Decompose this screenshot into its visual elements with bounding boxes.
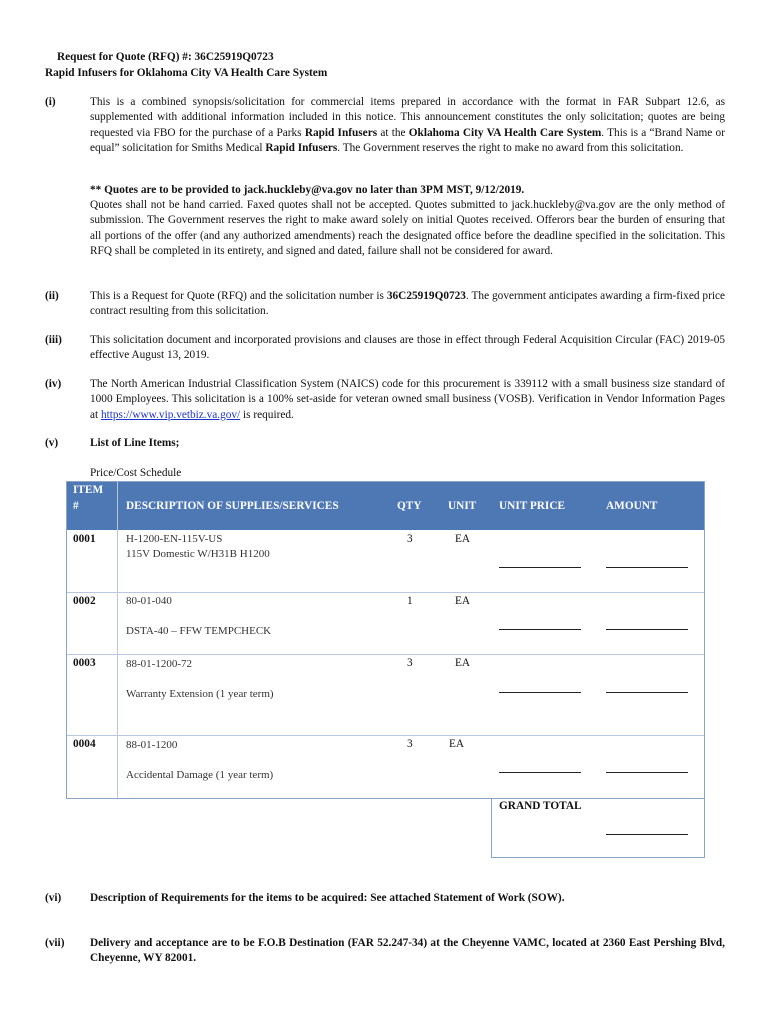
quotes-deadline-line: ** Quotes are to be provided to jack.huckleby@va.gov no later than 3PM MST, 9/12/2019.: [90, 184, 525, 196]
table-header: [67, 482, 704, 530]
row-item-number: 0003: [73, 657, 96, 669]
amount-blank: [606, 628, 688, 630]
row-qty: 1: [407, 595, 413, 607]
row-description-text: DSTA-40 – FFW TEMPCHECK: [126, 625, 272, 637]
section-vi-paragraph: Description of Requirements for the items to be acquired: See attached Statement of Work (SOW).: [90, 892, 565, 904]
row-unit: EA: [449, 738, 465, 750]
row-unit: EA: [455, 595, 471, 607]
section-i-text-c: at the: [377, 126, 409, 139]
row-description-code: 88-01-1200-72: [126, 658, 192, 670]
row-description-text: 115V Domestic W/H31B H1200: [126, 548, 270, 560]
unit-price-blank: [499, 628, 581, 630]
row-description-code: 88-01-1200: [126, 739, 178, 751]
section-iv-text-a: The North American Industrial Classification System (NAICS) code for this procurement is 339112 with a small business size standard of 1000 Employees. This solicitation is a 100% set-aside for veteran owned small business (VOSB). Verification in Vendor Information Pages at: [90, 378, 725, 421]
section-number-ii: (ii): [45, 290, 59, 302]
section-i-text-a: This is a combined synopsis/solicitation for commercial items prepared in accordance with the format in FAR Subpart 12.6, as supplemented with additional information included in this notice. This announcement constitutes the only solicitation; quotes are being requested via FBO for the purchase of a Parks: [90, 96, 725, 139]
section-i-bold-3: Rapid Infusers: [265, 141, 338, 154]
row-qty: 3: [407, 533, 413, 545]
row-qty: 3: [407, 738, 413, 750]
price-cost-table: [66, 481, 705, 799]
row-description-code: 80-01-040: [126, 595, 172, 607]
header-item-line1: ITEM: [73, 484, 104, 496]
amount-blank: [606, 691, 688, 693]
header-qty: QTY: [397, 500, 422, 512]
header-unit-price: UNIT PRICE: [499, 500, 566, 512]
amount-blank: [606, 566, 688, 568]
row-divider: [67, 592, 704, 593]
section-ii-text-c: . The government anticipates awarding a firm-fixed price contract resulting from this solicitation.: [90, 290, 725, 318]
section-i-paragraph: [90, 95, 725, 156]
row-divider: [67, 654, 704, 655]
document-title: Request for Quote (RFQ) #: 36C25919Q0723: [57, 51, 274, 63]
row-item-number: 0002: [73, 595, 96, 607]
price-schedule-label: Price/Cost Schedule: [90, 467, 182, 479]
section-i-submission-paragraph: Quotes shall not be hand carried. Faxed quotes shall not be accepted. Quotes submitted to jack.huckleby@va.gov are the only method of submission. The Government reserves the right to make award solely on initial Quotes received. Offerors bear the burden of ensuring that all portions of the offer (and any authorized amendments) reach the designated office before the deadline specified in the solicitation. This RFQ shall be completed in its entirety, and signed and dated, failure shall not be considered for award.: [90, 199, 725, 257]
row-divider: [67, 735, 704, 736]
grand-total-label: GRAND TOTAL: [499, 800, 582, 812]
header-description: DESCRIPTION OF SUPPLIES/SERVICES: [126, 500, 339, 512]
row-item-number: 0001: [73, 533, 96, 545]
section-number-i: (i): [45, 96, 56, 108]
document-subtitle: Rapid Infusers for Oklahoma City VA Health Care System: [45, 67, 328, 79]
section-number-v: (v): [45, 437, 59, 449]
section-number-iii: (iii): [45, 334, 62, 346]
section-iii-paragraph: This solicitation document and incorporated provisions and clauses are those in effect through Federal Acquisition Circular (FAC) 2019-05 effective August 13, 2019.: [90, 334, 725, 362]
vip-vetbiz-link[interactable]: https://www.vip.vetbiz.va.gov/: [100, 408, 241, 421]
line-items-heading: List of Line Items;: [90, 437, 180, 449]
solicitation-number: 36C25919Q0723: [386, 290, 466, 302]
row-item-number: 0004: [73, 738, 96, 750]
section-ii-text-a: This is a Request for Quote (RFQ) and the solicitation number is: [90, 290, 387, 302]
header-amount: AMOUNT: [606, 500, 658, 512]
grand-total-blank: [606, 833, 688, 835]
section-iv-text-b: is required.: [240, 408, 294, 421]
section-vii-paragraph: Delivery and acceptance are to be F.O.B Destination (FAR 52.247-34) at the Cheyenne VAMC, located at 2360 East Pershing Blvd, Cheyenne, WY 82001.: [90, 937, 725, 965]
column-divider: [117, 482, 118, 798]
unit-price-blank: [499, 566, 581, 568]
section-i-bold-2: Oklahoma City VA Health Care System: [408, 126, 602, 139]
row-description-text: Warranty Extension (1 year term): [126, 688, 274, 700]
row-description-code: H-1200-EN-115V-US: [126, 533, 223, 545]
header-item-line2: #: [73, 500, 79, 512]
amount-blank: [606, 771, 688, 773]
header-unit: UNIT: [448, 500, 477, 512]
section-i-text-e: . The Government reserves the right to make no award from this solicitation.: [337, 141, 684, 154]
unit-price-blank: [499, 771, 581, 773]
section-i-bold-1: Rapid Infusers: [304, 126, 378, 139]
row-unit: EA: [455, 533, 471, 545]
section-number-vii: (vii): [45, 937, 65, 949]
section-ii-paragraph: [90, 289, 725, 320]
section-number-iv: (iv): [45, 378, 62, 390]
unit-price-blank: [499, 691, 581, 693]
row-unit: EA: [455, 657, 471, 669]
row-qty: 3: [407, 657, 413, 669]
section-number-vi: (vi): [45, 892, 62, 904]
row-description-text: Accidental Damage (1 year term): [126, 769, 274, 781]
section-i-text-d: . This is a “Brand Name or equal” solicitation for Smiths Medical: [90, 126, 725, 154]
grand-total-box: [491, 798, 705, 858]
section-iv-paragraph: [90, 377, 725, 423]
